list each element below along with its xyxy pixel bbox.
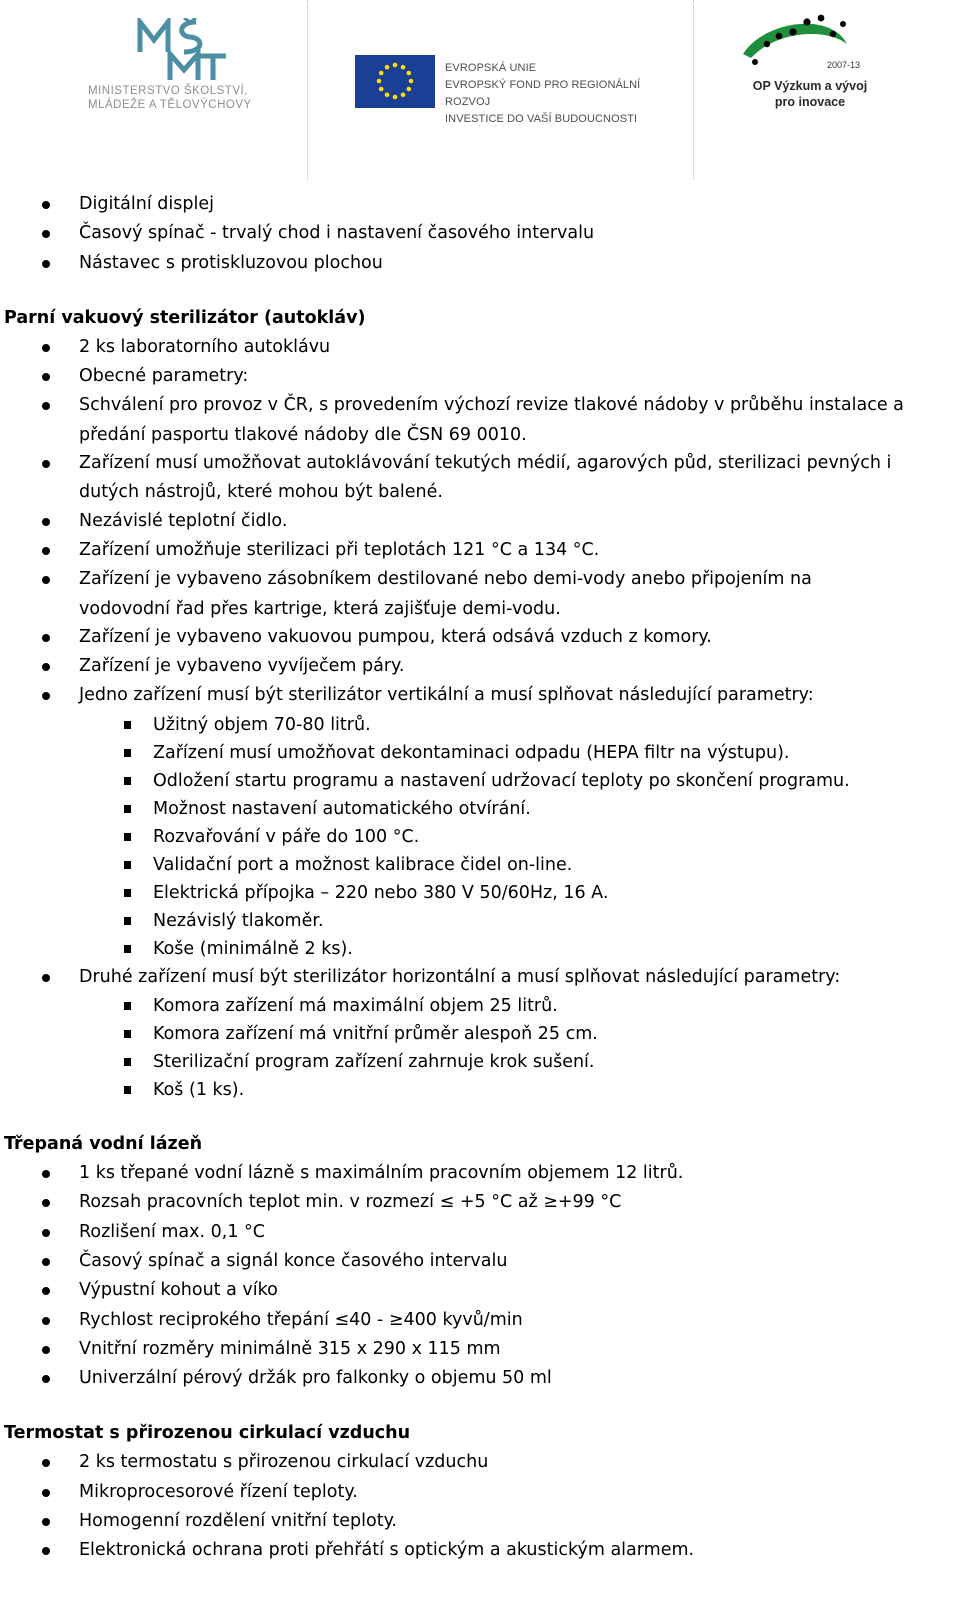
item-text: Vnitřní rozměry minimálně 315 x 290 x 115 mm xyxy=(79,1338,501,1359)
list-item xyxy=(0,1335,960,1364)
bullet-icon xyxy=(42,1170,50,1178)
bullet-icon xyxy=(42,1518,50,1526)
item-text: Koše (minimálně 2 ks). xyxy=(153,938,353,959)
square-bullet-icon xyxy=(124,1030,131,1038)
header-divider-2 xyxy=(693,0,694,180)
item-text: Zařízení je vybaveno vakuovou pumpou, která odsává vzduch z komory. xyxy=(79,626,712,647)
item-text: Obecné parametry: xyxy=(79,366,249,387)
list-item xyxy=(0,623,960,652)
list-item xyxy=(0,190,960,219)
list-item xyxy=(0,391,960,420)
item-text: Mikroprocesorové řízení teploty. xyxy=(79,1481,358,1502)
sub-list-item xyxy=(0,992,960,1020)
item-text: Zařízení je vybaveno vyvíječem páry. xyxy=(79,656,405,677)
item-text: 2 ks laboratorního autoklávu xyxy=(79,336,331,357)
list-item xyxy=(0,1218,960,1247)
sub-list-item xyxy=(0,1048,960,1076)
section-gap xyxy=(0,1104,960,1130)
op-vavpi-logo xyxy=(735,14,885,114)
header-divider-1 xyxy=(307,0,308,180)
list-item xyxy=(0,681,960,710)
square-bullet-icon xyxy=(124,805,131,813)
section-gap xyxy=(0,278,960,304)
list-item xyxy=(0,1188,960,1217)
sub-list-item xyxy=(0,711,960,739)
bullet-icon xyxy=(42,1375,50,1383)
item-text: předání pasportu tlakové nádoby dle ČSN 69 0010. xyxy=(79,424,527,445)
bullet-icon xyxy=(42,260,50,268)
list-item xyxy=(0,1159,960,1188)
bullet-icon xyxy=(42,663,50,671)
heading-text: Termostat s přirozenou cirkulací vzduchu xyxy=(4,1423,411,1444)
bullet-icon xyxy=(42,518,50,526)
bullet-icon xyxy=(42,576,50,584)
item-text: Nezávislé teplotní čidlo. xyxy=(79,510,288,531)
item-text: Rozlišení max. 0,1 °C xyxy=(79,1221,266,1242)
item-text: Univerzální pérový držák pro falkonky o objemu 50 ml xyxy=(79,1368,552,1389)
list-item xyxy=(0,449,960,478)
bullet-icon xyxy=(42,692,50,700)
list-item xyxy=(0,1306,960,1335)
square-bullet-icon xyxy=(124,1086,131,1094)
item-text: Rozvařování v páře do 100 °C. xyxy=(153,826,420,847)
op-line1: OP Výzkum a vývoj xyxy=(752,79,868,93)
item-text: Časový spínač - trvalý chod i nastavení časového intervalu xyxy=(79,223,595,244)
square-bullet-icon xyxy=(124,833,131,841)
square-bullet-icon xyxy=(124,917,131,925)
list-item xyxy=(0,362,960,391)
item-text: Digitální displej xyxy=(79,194,214,214)
item-text: Elektronická ochrana proti přehřátí s optickým a akustickým alarmem. xyxy=(79,1540,695,1561)
item-text: Validační port a možnost kalibrace čidel on-line. xyxy=(153,854,573,875)
bullet-icon xyxy=(42,373,50,381)
bullet-icon xyxy=(42,1258,50,1266)
item-text: Komora zařízení má maximální objem 25 litrů. xyxy=(153,996,558,1017)
item-text: Rozsah pracovních teplot min. v rozmezí ≤ +5 °C až ≥+99 °C xyxy=(79,1192,622,1213)
bullet-icon xyxy=(42,1199,50,1207)
eu-line1: EVROPSKÁ UNIE xyxy=(445,62,537,74)
list-item xyxy=(0,1478,960,1507)
section-heading xyxy=(0,304,960,333)
list-item xyxy=(0,565,960,594)
list-item-continuation xyxy=(0,478,960,506)
list-item-continuation xyxy=(0,421,960,449)
item-text: 2 ks termostatu s přirozenou cirkulací vzduchu xyxy=(79,1452,489,1473)
list-item xyxy=(0,536,960,565)
list-item xyxy=(0,1448,960,1477)
item-text: Druhé zařízení musí být sterilizátor horizontální a musí splňovat následující parametry: xyxy=(79,966,841,987)
list-item xyxy=(0,1247,960,1276)
item-text: vodovodní řad přes kartrige, která zajišťuje demi-vodu. xyxy=(79,598,561,619)
square-bullet-icon xyxy=(124,945,131,953)
bullet-icon xyxy=(42,402,50,410)
list-item xyxy=(0,1536,960,1565)
bullet-icon xyxy=(42,1489,50,1497)
bullet-icon xyxy=(42,634,50,642)
eu-flag-icon xyxy=(355,55,435,108)
bullet-icon xyxy=(42,1229,50,1237)
op-years: 2007-13 xyxy=(827,60,861,70)
bullet-icon xyxy=(42,1459,50,1467)
item-text: Užitný objem 70-80 litrů. xyxy=(153,714,371,735)
list-item-continuation xyxy=(0,595,960,623)
square-bullet-icon xyxy=(124,889,131,897)
sub-list-item xyxy=(0,767,960,795)
item-text: Zařízení je vybaveno zásobníkem destilované nebo demi-vody anebo připojením na xyxy=(79,569,812,590)
square-bullet-icon xyxy=(124,777,131,785)
item-text: Koš (1 ks). xyxy=(153,1080,245,1101)
sub-list-item xyxy=(0,1076,960,1104)
section-gap xyxy=(0,1393,960,1419)
msmt-name-line2: MLÁDEŽE A TĚLOVÝCHOVY xyxy=(88,99,252,111)
heading-text: Parní vakuový sterilizátor (autokláv) xyxy=(4,307,366,328)
item-text: Možnost nastavení automatického otvírání. xyxy=(153,798,531,819)
document-body xyxy=(0,190,960,1566)
list-item xyxy=(0,507,960,536)
msmt-name-line1: MINISTERSTVO ŠKOLSTVÍ, xyxy=(88,85,248,97)
list-item xyxy=(0,219,960,248)
msmt-logo xyxy=(88,18,278,118)
item-text: Odložení startu programu a nastavení udržovací teploty po skončení programu. xyxy=(153,770,850,791)
list-item xyxy=(0,1276,960,1305)
section-heading xyxy=(0,1419,960,1448)
item-text: Elektrická přípojka – 220 nebo 380 V 50/60Hz, 16 A. xyxy=(153,882,609,903)
eu-line2: EVROPSKÝ FOND PRO REGIONÁLNÍ ROZVOJ xyxy=(445,79,641,108)
square-bullet-icon xyxy=(124,721,131,729)
square-bullet-icon xyxy=(124,749,131,757)
list-item xyxy=(0,333,960,362)
bullet-icon xyxy=(42,201,50,209)
sub-list-item xyxy=(0,1020,960,1048)
item-text: Schválení pro provoz v ČR, s provedením výchozí revize tlakové nádoby v průběhu instalace a xyxy=(79,395,904,416)
item-text: Homogenní rozdělení vnitřní teploty. xyxy=(79,1511,397,1532)
bullet-icon xyxy=(42,1346,50,1354)
bullet-icon xyxy=(42,974,50,982)
item-text: Nezávislý tlakoměr. xyxy=(153,910,324,931)
item-text: Jedno zařízení musí být sterilizátor vertikální a musí splňovat následující parametry: xyxy=(79,685,814,706)
item-text: Sterilizační program zařízení zahrnuje krok sušení. xyxy=(153,1052,595,1073)
op-line2: pro inovace xyxy=(774,95,846,109)
heading-text: Třepaná vodní lázeň xyxy=(4,1134,203,1155)
sub-list-item xyxy=(0,935,960,963)
list-item xyxy=(0,249,960,278)
item-text: Časový spínač a signál konce časového intervalu xyxy=(79,1250,508,1271)
eu-logo xyxy=(355,55,675,125)
item-text: dutých nástrojů, které mohou být balené. xyxy=(79,482,443,503)
sub-list-item xyxy=(0,851,960,879)
item-text: Komora zařízení má vnitřní průměr alespoň 25 cm. xyxy=(153,1024,598,1045)
list-item xyxy=(0,963,960,992)
square-bullet-icon xyxy=(124,1002,131,1010)
page-header xyxy=(0,0,960,185)
item-text: Rychlost reciprokého třepání ≤40 - ≥400 kyvů/min xyxy=(79,1309,523,1330)
item-text: Zařízení umožňuje sterilizaci při teplotách 121 °C a 134 °C. xyxy=(79,539,600,560)
bullet-icon xyxy=(42,1317,50,1325)
list-item xyxy=(0,1507,960,1536)
op-swoosh-icon xyxy=(735,14,885,78)
sub-list-item xyxy=(0,739,960,767)
square-bullet-icon xyxy=(124,861,131,869)
bullet-icon xyxy=(42,1287,50,1295)
bullet-icon xyxy=(42,230,50,238)
bullet-icon xyxy=(42,460,50,468)
square-bullet-icon xyxy=(124,1058,131,1066)
item-text: Výpustní kohout a víko xyxy=(79,1280,278,1301)
list-item xyxy=(0,652,960,681)
bullet-icon xyxy=(42,344,50,352)
item-text: 1 ks třepané vodní lázně s maximálním pracovním objemem 12 litrů. xyxy=(79,1163,684,1184)
item-text: Zařízení musí umožňovat dekontaminaci odpadu (HEPA filtr na výstupu). xyxy=(153,742,790,763)
eu-line3: INVESTICE DO VAŠÍ BUDOUCNOSTI xyxy=(445,113,638,125)
sub-list-item xyxy=(0,907,960,935)
item-text: Zařízení musí umožňovat autoklávování tekutých médií, agarových půd, sterilizaci pevných i xyxy=(79,453,892,474)
item-text: Nástavec s protiskluzovou plochou xyxy=(79,252,383,273)
sub-list-item xyxy=(0,823,960,851)
bullet-icon xyxy=(42,1547,50,1555)
msmt-emblem-icon xyxy=(134,18,230,82)
bullet-icon xyxy=(42,547,50,555)
sub-list-item xyxy=(0,795,960,823)
sub-list-item xyxy=(0,879,960,907)
list-item xyxy=(0,1364,960,1393)
section-heading xyxy=(0,1130,960,1159)
